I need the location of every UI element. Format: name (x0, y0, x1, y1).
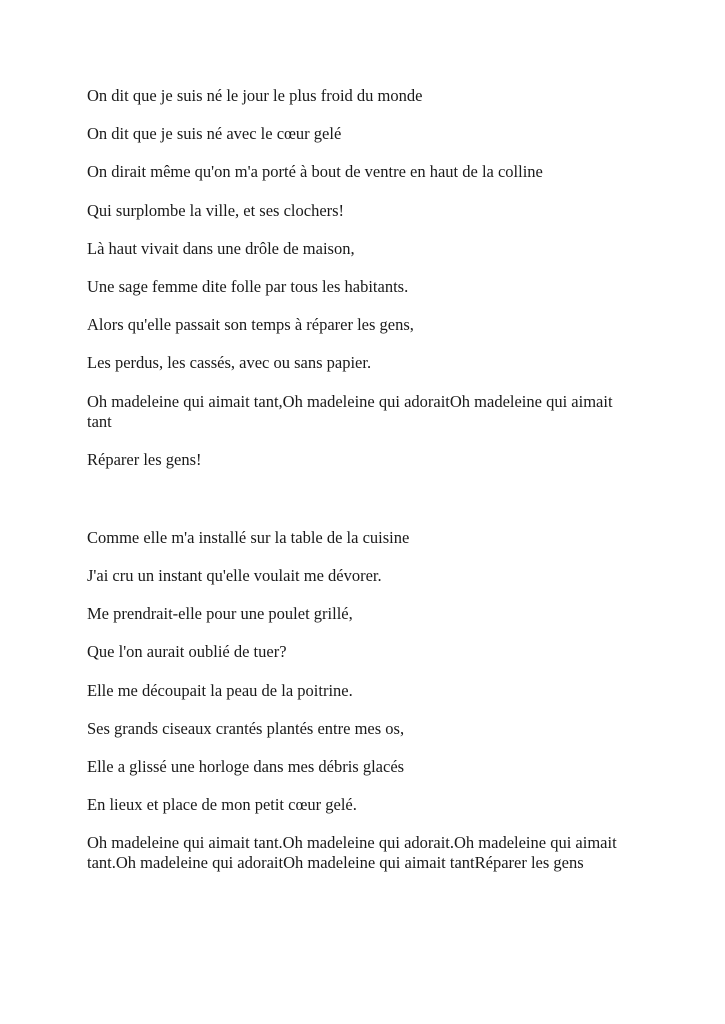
lyrics-text (87, 86, 637, 892)
text-line: En lieux et place de mon petit cœur gelé. (87, 795, 357, 815)
text-line: On dit que je suis né le jour le plus froid du monde (87, 86, 423, 105)
text-line: Les perdus, les cassés, avec ou sans papier. (87, 353, 372, 373)
text-line: Qui surplombe la ville, et ses clochers! (87, 200, 345, 220)
text-line: Comme elle m'a installé sur la table de la cuisine (87, 527, 410, 547)
text-line: Elle a glissé une horloge dans mes débris glacés (87, 757, 405, 776)
text-line: Que l'on aurait oublié de tuer? (87, 642, 287, 662)
text-line: On dit que je suis né avec le cœur gelé (87, 124, 342, 144)
text-line: Oh madeleine qui aimait tant.Oh madeleine qui adorait.Oh madeleine qui aimait tant.Oh madeleine qui adoraitOh madeleine qui aimait tantRéparer les gens (87, 833, 617, 873)
text-line: Réparer les gens! (87, 449, 202, 469)
text-line: Une sage femme dite folle par tous les habitants. (87, 276, 409, 296)
text-line: Ses grands ciseaux crantés plantés entre mes os, (87, 718, 405, 738)
text-line: J'ai cru un instant qu'elle voulait me dévorer. (87, 566, 382, 586)
text-line: Là haut vivait dans une drôle de maison, (87, 238, 355, 258)
text-line: On dirait même qu'on m'a porté à bout de ventre en haut de la colline (87, 162, 543, 182)
text-line: Me prendrait-elle pour une poulet grillé, (87, 604, 353, 624)
text-line: Alors qu'elle passait son temps à réparer les gens, (87, 315, 414, 335)
text-line: Elle me découpait la peau de la poitrine. (87, 680, 353, 700)
stanza-separator (87, 488, 637, 528)
text-line: Oh madeleine qui aimait tant,Oh madeleine qui adoraitOh madeleine qui aimait tant (87, 391, 613, 431)
